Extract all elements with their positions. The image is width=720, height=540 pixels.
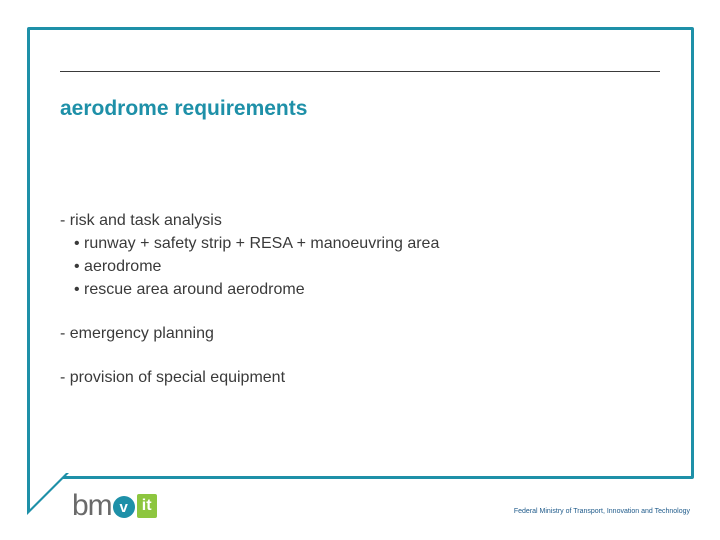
list-item-risk-analysis: - risk and task analysis (60, 212, 222, 229)
list-subitem-runway: • runway + safety strip + RESA + manoeuvring area (74, 235, 440, 252)
logo-it-mark: it (137, 494, 157, 518)
bmvit-logo (72, 487, 157, 521)
footer-ministry-name: Federal Ministry of Transport, Innovation and Technology (513, 508, 690, 515)
slide-title: aerodrome requirements (60, 97, 308, 120)
corner-tab-inner-decoration (30, 473, 66, 509)
list-subitem-rescue-area: • rescue area around aerodrome (74, 281, 305, 298)
list-item-emergency-planning: - emergency planning (60, 325, 214, 342)
list-subitem-aerodrome: • aerodrome (74, 258, 162, 275)
slide-content (60, 209, 439, 389)
logo-v-mark: v (113, 496, 135, 518)
title-divider (60, 71, 660, 72)
list-item-special-equipment: - provision of special equipment (60, 369, 286, 386)
logo-bm-text: bm (72, 489, 112, 522)
